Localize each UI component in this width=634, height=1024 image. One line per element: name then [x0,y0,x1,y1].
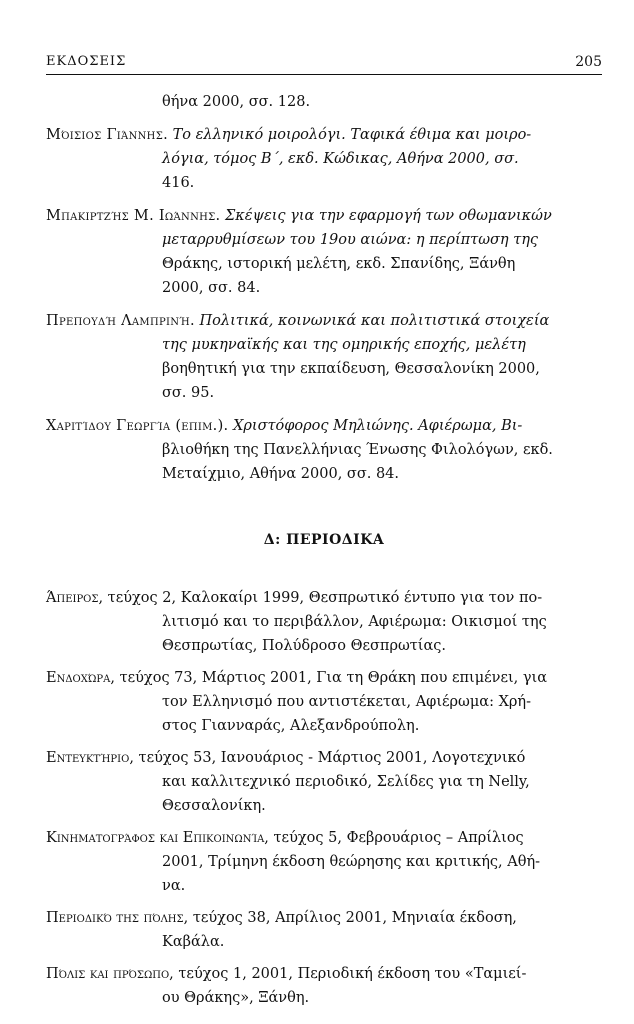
book-entry [46,204,602,300]
entry-author: Πρεπουδή Λαμπρινή. [46,313,195,329]
running-header [46,52,602,75]
entry-line: και καλλιτεχνικό περιοδικό, Σελίδες για τη Nelly, [162,774,530,790]
periodical-entry [46,962,602,1010]
entry-line: στος Γιανναράς, Αλεξανδρούπολη. [162,718,420,734]
entry-line: βλιοθήκη της Πανελλήνιας Ένωσης Φιλολόγων, εκδ. [162,442,553,458]
entry-line: Καβάλα. [162,934,225,950]
book-entry [46,309,602,405]
page-number: 205 [575,54,602,70]
entry-line: λιτισμό και το περιβάλλον, Αφιέρωμα: Οικισμοί της [162,614,547,630]
book-entry [46,90,602,114]
entry-first-line [46,910,517,926]
entry-first-line [46,204,602,228]
entry-first-line [46,123,602,147]
periodical-entry [46,746,602,818]
entry-line: Θεσσαλονίκη. [162,798,266,814]
periodical-name: Περιοδικό της πόλης, [46,910,189,926]
entry-line: να. [162,878,186,894]
periodical-name: Ενδοχώρα, [46,670,115,686]
entry-line: Μεταίχμιο, Αθήνα 2000, σσ. 84. [162,466,399,482]
entry-title: Πολιτικά, κοινωνικά και πολιτιστικά στοιχεία [199,313,550,329]
section-heading: Δ: ΠΕΡΙΟΔΙΚΑ [263,532,385,548]
entry-line: 2000, σσ. 84. [162,280,261,296]
page-body [46,90,602,1018]
periodical-name: Εντευκτήριο, [46,750,134,766]
entry-first-line [46,670,547,686]
entry-line: τον Ελληνισμό που αντιστέκεται, Αφιέρωμα: Χρή- [162,694,532,710]
entry-first-line [46,590,542,606]
book-entry [46,414,602,486]
entry-line: λόγια, τόμος Β΄, εκδ. Κώδικας, Αθήνα 2000, σσ. [162,151,519,167]
entry-line: της μυκηναϊκής και της ομηρικής εποχής, μελέτη [162,337,526,353]
entry-line: μεταρρυθμίσεων του 19ου αιώνα: η περίπτωση της [162,232,539,248]
entry-line: Θεσπρωτίας, Πολύδροσο Θεσπρωτίας. [162,638,447,654]
entry-first-line [46,414,602,438]
periodical-details: τεύχος 53, Ιανουάριος - Μάρτιος 2001, Λογοτεχνικό [138,750,526,766]
entry-line: 416. [162,175,195,191]
periodical-entry [46,666,602,738]
entry-author: Μπακιρτζής Μ. Ιωάννης. [46,208,221,224]
entry-author: Χαριτίδου Γεωργία (επιμ.). [46,418,229,434]
periodical-name: Πόλις και πρόσωπο, [46,966,174,982]
periodical-details: τεύχος 1, 2001, Περιοδική έκδοση του «Ταμιεί- [178,966,527,982]
entry-first-line [46,830,524,846]
entry-line: βοηθητική για την εκπαίδευση, Θεσσαλονίκη 2000, [162,361,540,377]
running-header-title: ΕΚΔΟΣΕΙΣ [46,54,127,69]
book-entry [46,123,602,195]
periodical-entry [46,586,602,658]
periodical-details: τεύχος 73, Μάρτιος 2001, Για τη Θράκη που επιμένει, για [119,670,548,686]
entry-title: Σκέψεις για την εφαρμογή των οθωμανικών [225,208,552,224]
periodical-details: τεύχος 5, Φεβρουάριος – Απρίλιος [273,830,524,846]
periodical-name: Κινηματογράφος και Επικοινωνία, [46,830,269,846]
entry-first-line [46,750,525,766]
periodical-details: τεύχος 38, Απρίλιος 2001, Μηνιαία έκδοση, [192,910,517,926]
entry-line: θήνα 2000, σσ. 128. [162,94,311,110]
periodical-entry [46,906,602,954]
periodical-name: Άπειρος, [46,590,104,606]
entry-first-line [46,309,602,333]
periodical-entry [46,826,602,898]
entry-first-line [46,966,526,982]
entry-line: ου Θράκης», Ξάνθη. [162,990,310,1006]
periodical-details: τεύχος 2, Καλοκαίρι 1999, Θεσπρωτικό έντυπο για τον πο- [107,590,543,606]
entry-line: 2001, Τρίμηνη έκδοση θεώρησης και κριτικής, Αθή- [162,854,541,870]
entry-line: σσ. 95. [162,385,215,401]
entry-title: Το ελληνικό μοιρολόγι. Ταφικά έθιμα και μοιρο- [172,127,532,143]
entry-author: Μόισιος Γιάννης. [46,127,168,143]
entry-line: Θράκης, ιστορική μελέτη, εκδ. Σπανίδης, Ξάνθη [162,256,516,272]
entry-title: Χριστόφορος Μηλιώνης. Αφιέρωμα, Βι- [233,418,523,434]
